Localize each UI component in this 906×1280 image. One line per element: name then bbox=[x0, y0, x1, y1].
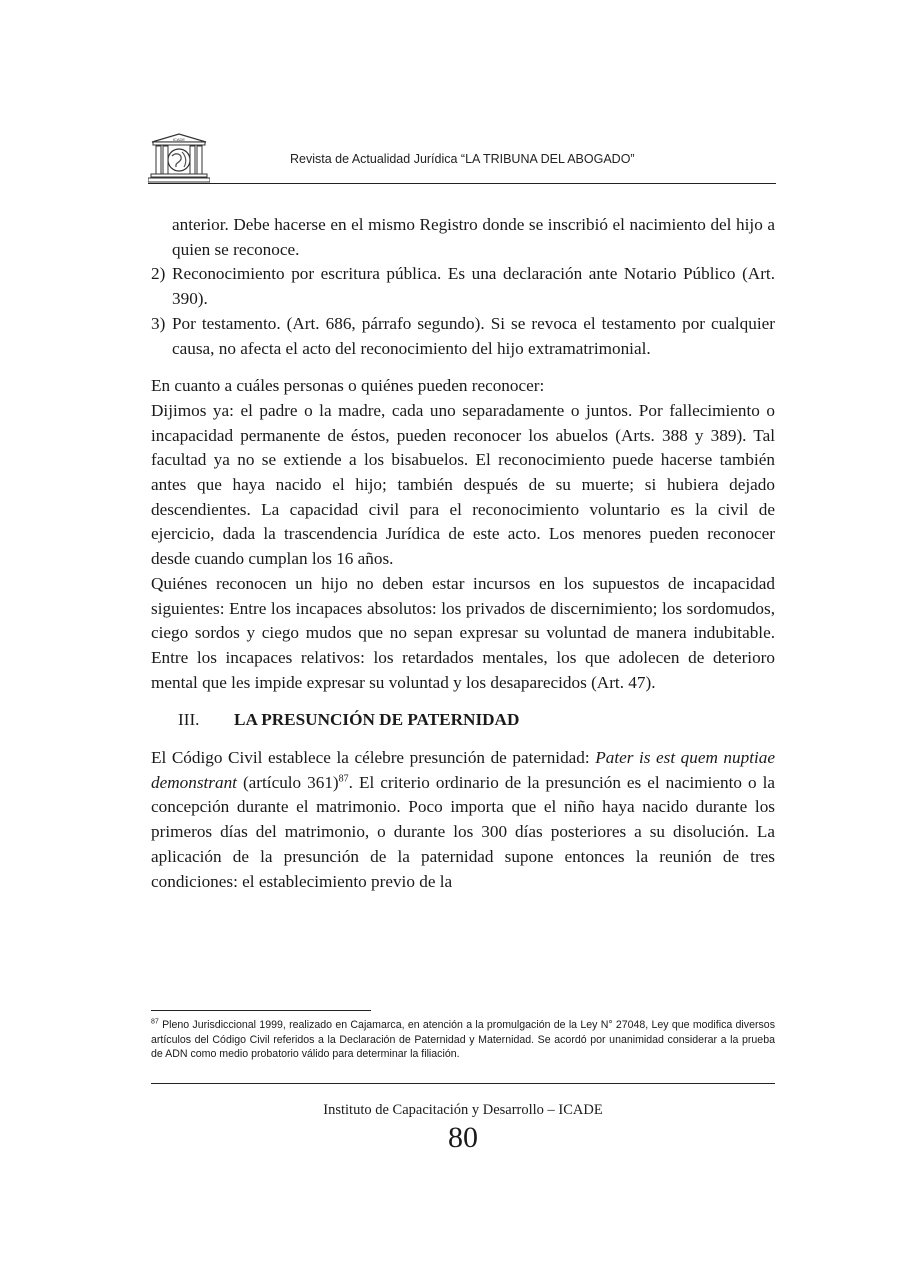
list-number: 3) bbox=[151, 313, 166, 333]
footnote-ref: 87 bbox=[338, 773, 349, 785]
latin-maxim: Pater is est quem nuptiae demonstrant bbox=[151, 748, 775, 792]
page-header bbox=[148, 128, 776, 184]
section-number: III. bbox=[178, 710, 200, 730]
paragraph: El Código Civil establece la célebre presunción de paternidad: Pater is est quem nuptiae demonstrant (artículo 361)$^{87}$. El criterio ordinario de la presunción es el nacimiento o la concepción durante el matrimonio. Poco importa que el niño haya nacido durante los primeros días del matrimonio, o durante los 300 días posteriores a su disolución. La aplicación de la presunción de la paternidad supone entonces la reunión de tres condiciones: el establecimiento previo de la bbox=[151, 748, 775, 891]
page-number: 80 bbox=[448, 1121, 478, 1154]
footnote-number: 87 bbox=[151, 1018, 159, 1026]
list-item bbox=[151, 312, 775, 361]
paragraph: En cuanto a cuáles personas o quiénes pueden reconocer: bbox=[151, 376, 545, 396]
section-heading bbox=[151, 708, 775, 733]
footnote bbox=[151, 1018, 775, 1062]
list-item bbox=[151, 262, 775, 311]
header-divider bbox=[148, 183, 776, 184]
footer-divider bbox=[151, 1083, 775, 1084]
list-text: Reconocimiento por escritura pública. Es una declaración ante Notario Público (Art. 390). bbox=[172, 264, 775, 309]
footnote-text: Pleno Jurisdiccional 1999, realizado en Cajamarca, en atención a la promulgación de la Ley N° 27048, Ley que modifica diversos artículos del Código Civil referidos a la Declaración de Paternidad y Maternidad. Se acordó por unanimidad considerar a la prueba de ADN como medio probatorio válido para determinar la filiación. bbox=[151, 1019, 775, 1060]
icade-logo bbox=[148, 132, 210, 184]
list-text: Por testamento. (Art. 686, párrafo segundo). Si se revoca el testamento por cualquier causa, no afecta el acto del reconocimiento del hijo extramatrimonial. bbox=[172, 313, 775, 358]
list-number: 2) bbox=[151, 264, 166, 284]
footer-institution: Instituto de Capacitación y Desarrollo – ICADE bbox=[323, 1102, 603, 1118]
continued-paragraph: anterior. Debe hacerse en el mismo Registro donde se inscribió el nacimiento del hijo a quien se reconoce. bbox=[172, 215, 775, 259]
logo-text: ICADE bbox=[172, 137, 186, 142]
section-title: LA PRESUNCIÓN DE PATERNIDAD bbox=[234, 710, 520, 730]
footnote-divider bbox=[151, 1010, 371, 1011]
paragraph: Quiénes reconocen un hijo no deben estar incursos en los supuestos de incapacidad siguientes: Entre los incapaces absolutos: los privados de discernimiento; los sordomudos, ciego sordos y ciego mudos que no sepan expresar su voluntad de manera indubitable. Entre los incapaces relativos: los retardados mentales, los que adolecen de deterioro mental que les impide expresar su voluntad y los desaparecidos (Art. 47). bbox=[151, 573, 775, 692]
journal-title: Revista de Actualidad Jurídica “LA TRIBUNA DEL ABOGADO” bbox=[290, 152, 635, 166]
paragraph: Dijimos ya: el padre o la madre, cada uno separadamente o juntos. Por fallecimiento o incapacidad permanente de éstos, pueden reconocer los abuelos (Arts. 388 y 389). Tal facultad ya no se extiende a los bisabuelos. El reconocimiento puede hacerse también antes que haya nacido el hijo; también después de su muerte; si hubiera dejado descendientes. La capacidad civil para el reconocimiento voluntario es la civil de ejercicio, dada la trascendencia Jurídica de este acto. Los menores pueden reconocer desde cuando cumplan los 16 años. bbox=[151, 400, 775, 569]
main-text bbox=[151, 213, 775, 894]
